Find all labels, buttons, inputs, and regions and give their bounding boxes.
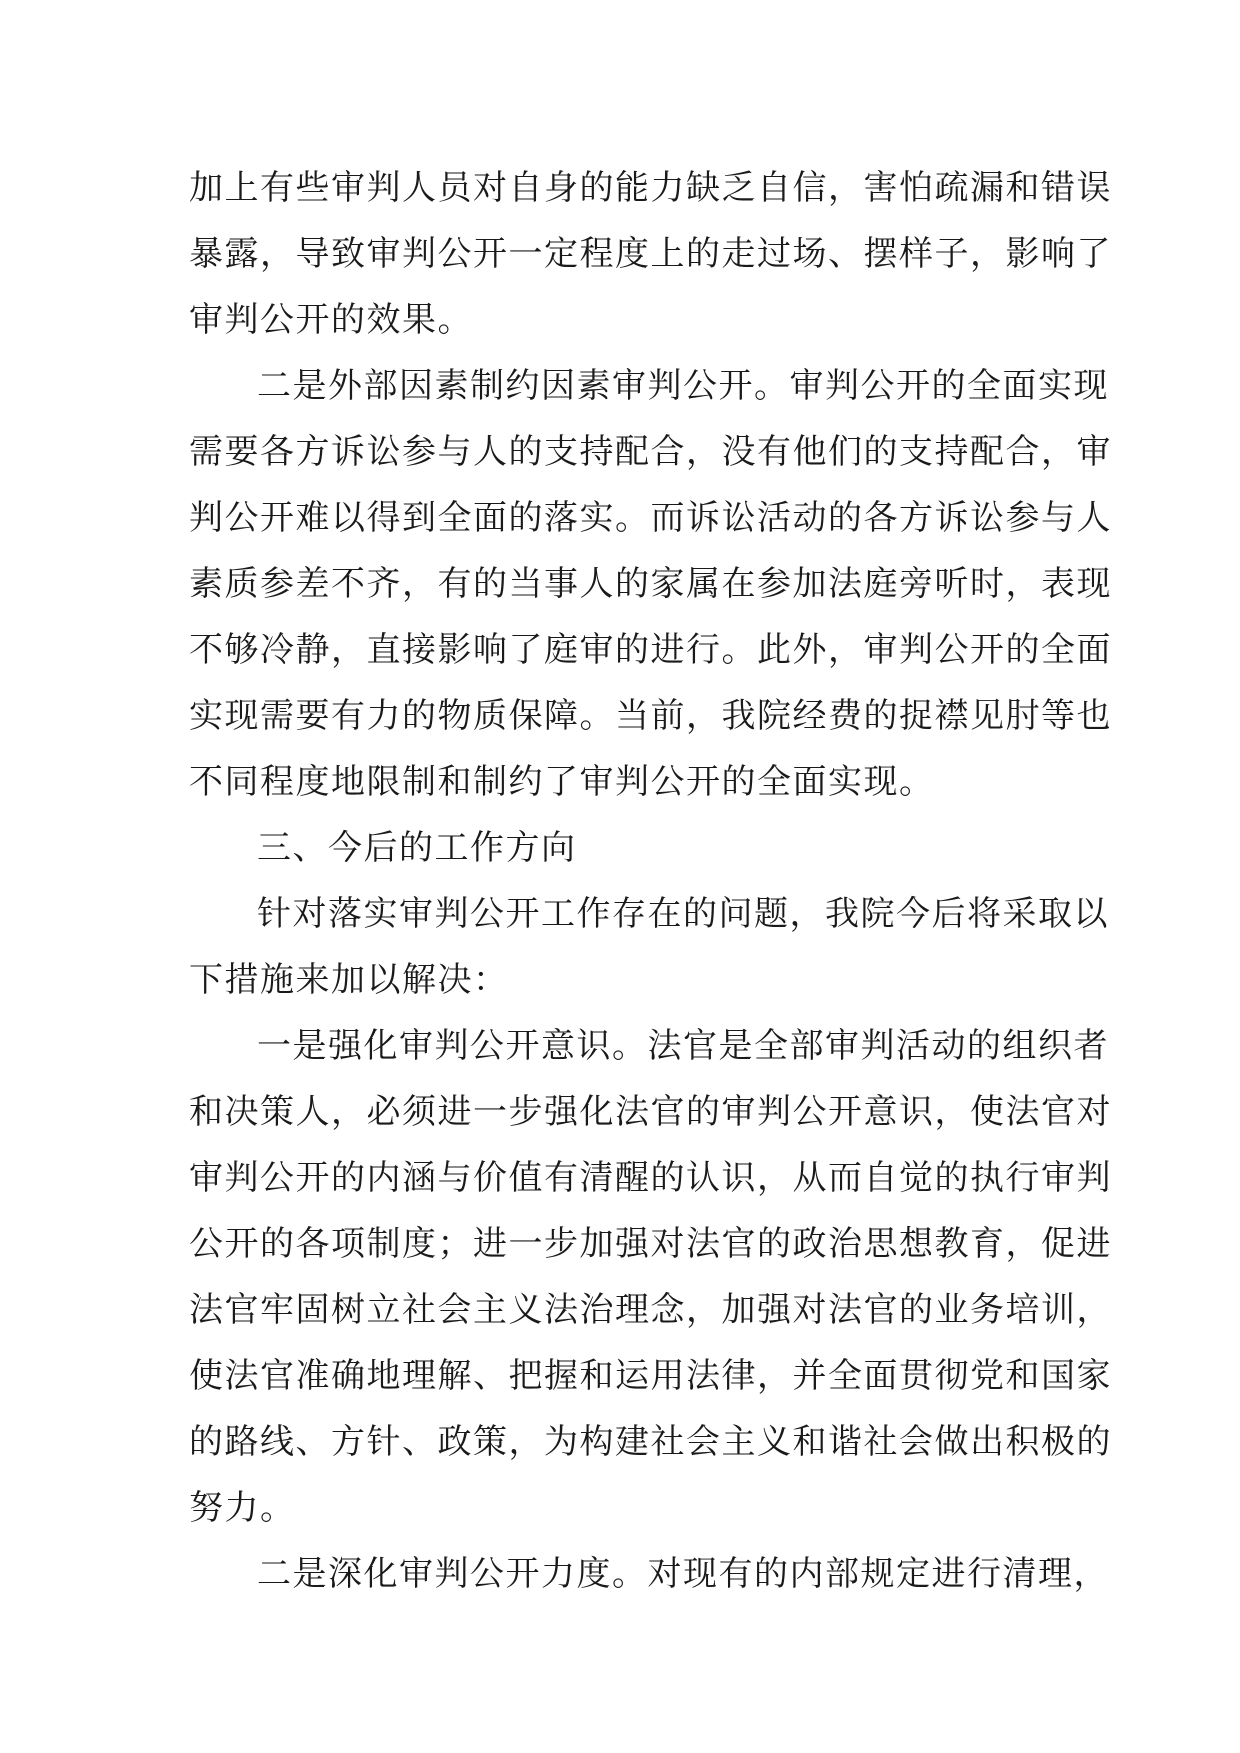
text-line: 不够冷静，直接影响了庭审的进行。此外，审判公开的全面 xyxy=(189,630,1112,670)
text-line: 加上有些审判人员对自身的能力缺乏自信，害怕疏漏和错误 xyxy=(189,168,1112,208)
text-line: 需要各方诉讼参与人的支持配合，没有他们的支持配合，审 xyxy=(189,432,1112,472)
text-line: 素质参差不齐，有的当事人的家属在参加法庭旁听时，表现 xyxy=(189,564,1112,604)
paragraph-start-line: 一是强化审判公开意识。法官是全部审判活动的组织者 xyxy=(257,1026,1109,1066)
text-line: 实现需要有力的物质保障。当前，我院经费的捉襟见肘等也 xyxy=(189,696,1112,736)
text-line: 的路线、方针、政策，为构建社会主义和谐社会做出积极的 xyxy=(189,1422,1112,1462)
text-line: 和决策人，必须进一步强化法官的审判公开意识，使法官对 xyxy=(189,1092,1112,1132)
text-line: 下措施来加以解决： xyxy=(189,960,509,1000)
document-body xyxy=(189,155,1112,1607)
text-line: 公开的各项制度；进一步加强对法官的政治思想教育，促进 xyxy=(189,1224,1112,1264)
paragraph-start-line: 二是外部因素制约因素审判公开。审判公开的全面实现 xyxy=(257,366,1109,406)
section-heading: 三、今后的工作方向 xyxy=(257,828,577,868)
paragraph-start-line: 针对落实审判公开工作存在的问题，我院今后将采取以 xyxy=(257,894,1109,934)
text-line: 暴露，导致审判公开一定程度上的走过场、摆样子，影响了 xyxy=(189,234,1112,274)
text-line: 使法官准确地理解、把握和运用法律，并全面贯彻党和国家 xyxy=(189,1356,1112,1396)
text-line: 不同程度地限制和制约了审判公开的全面实现。 xyxy=(189,762,935,802)
text-line: 判公开难以得到全面的落实。而诉讼活动的各方诉讼参与人 xyxy=(189,498,1112,538)
text-line: 审判公开的内涵与价值有清醒的认识，从而自觉的执行审判 xyxy=(189,1158,1112,1198)
paragraph-start-line: 二是深化审判公开力度。对现有的内部规定进行清理， xyxy=(257,1554,1109,1594)
text-line: 法官牢固树立社会主义法治理念，加强对法官的业务培训， xyxy=(189,1290,1112,1330)
text-line: 审判公开的效果。 xyxy=(189,300,473,340)
text-line: 努力。 xyxy=(189,1488,296,1528)
